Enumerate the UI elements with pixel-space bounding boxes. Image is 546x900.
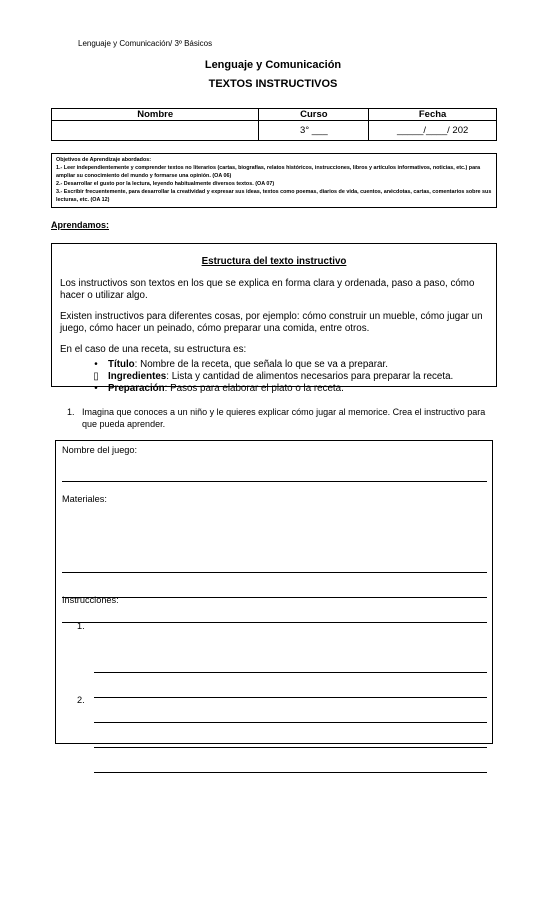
objectives-heading: Objetivos de Aprendizaje abordados: [56, 157, 152, 163]
course-header: Lenguaje y Comunicación/ 3º Básicos [78, 39, 213, 48]
info-paragraph: Los instructivos son textos en los que se explica en forma clara y ordenada, paso a paso, cómo hacer o utilizar algo. [60, 278, 475, 301]
objective-item: 3.- Escribir frecuentemente, para desarrollar la creatividad y expresar sus ideas, textos como poemas, diarios de vida, cuentos, anécdotas, cartas, comentarios sobre sus lecturas, etc. (OA 12) [56, 189, 492, 203]
list-item [90, 383, 488, 395]
info-paragraph: Existen instructivos para diferentes cosas, por ejemplo: cómo construir un mueble, cómo jugar un juego, cómo hacer un peinado, cómo preparar una comida, entre otros. [60, 311, 483, 334]
materials-line[interactable] [62, 572, 487, 573]
course-column-header: Curso [259, 109, 369, 121]
step-line[interactable] [94, 672, 487, 673]
materials-line[interactable] [62, 597, 487, 598]
list-description: : Pasos para elaborar el plato o la receta. [164, 383, 344, 394]
info-box [51, 243, 497, 394]
game-name-line[interactable] [62, 481, 487, 482]
student-info-table [51, 108, 497, 141]
step-line[interactable] [94, 697, 487, 698]
date-column-header: Fecha [369, 109, 497, 121]
task-number: 1. [67, 407, 75, 417]
bullet-icon: ▯ [93, 371, 99, 382]
recipe-structure-list [90, 359, 488, 395]
step-number: 1. [77, 621, 85, 631]
bullet-icon: • [94, 383, 98, 394]
list-item [90, 359, 488, 371]
subject-title: Lenguaje y Comunicación [204, 59, 342, 71]
instructions-line[interactable] [62, 622, 487, 623]
task-text: Imagina que conoces a un niño y le quieres explicar cómo jugar al memorice. Crea el instructivo para que pueda aprender. [82, 407, 486, 429]
materials-label: Materiales: [62, 494, 107, 504]
answer-box [55, 440, 493, 744]
list-item [90, 371, 488, 383]
list-description: : Nombre de la receta, que señala lo que se va a preparar. [134, 359, 388, 370]
step-number: 2. [77, 695, 85, 705]
game-name-label: Nombre del juego: [62, 445, 138, 455]
list-description: : Lista y cantidad de alimentos necesarios para preparar la receta. [166, 371, 454, 382]
list-term: Preparación [108, 383, 165, 394]
objective-item: 2.- Desarrollar el gusto por la lectura, leyendo habitualmente diversos textos. (OA 07) [56, 181, 275, 187]
learn-heading: Aprendamos: [51, 220, 110, 230]
list-term: Título [108, 359, 135, 370]
instructions-label: Instrucciones: [62, 595, 119, 605]
name-column-header: Nombre [52, 109, 259, 121]
step-line[interactable] [94, 747, 487, 748]
info-paragraph: En el caso de una receta, su estructura es: [60, 344, 247, 355]
step-line[interactable] [94, 772, 487, 773]
objectives-box [51, 153, 497, 208]
topic-title: TEXTOS INSTRUCTIVOS [208, 78, 338, 90]
task-instruction [67, 406, 497, 430]
info-box-title: Estructura del texto instructivo [201, 256, 347, 267]
name-field[interactable] [52, 121, 259, 141]
step-line[interactable] [94, 722, 487, 723]
bullet-icon: • [94, 359, 98, 370]
objective-item: 1.- Leer independientemente y comprender textos no literarios (cartas, biografías, relatos históricos, instrucciones, libros y artículos informativos, noticias, etc.) para ampliar su conocimiento del mundo y formarse una opinión. (OA 06) [56, 165, 481, 179]
list-term: Ingredientes [108, 371, 167, 382]
date-field[interactable]: _____/____/ 202 [369, 121, 497, 141]
course-field[interactable]: 3° ___ [259, 121, 369, 141]
